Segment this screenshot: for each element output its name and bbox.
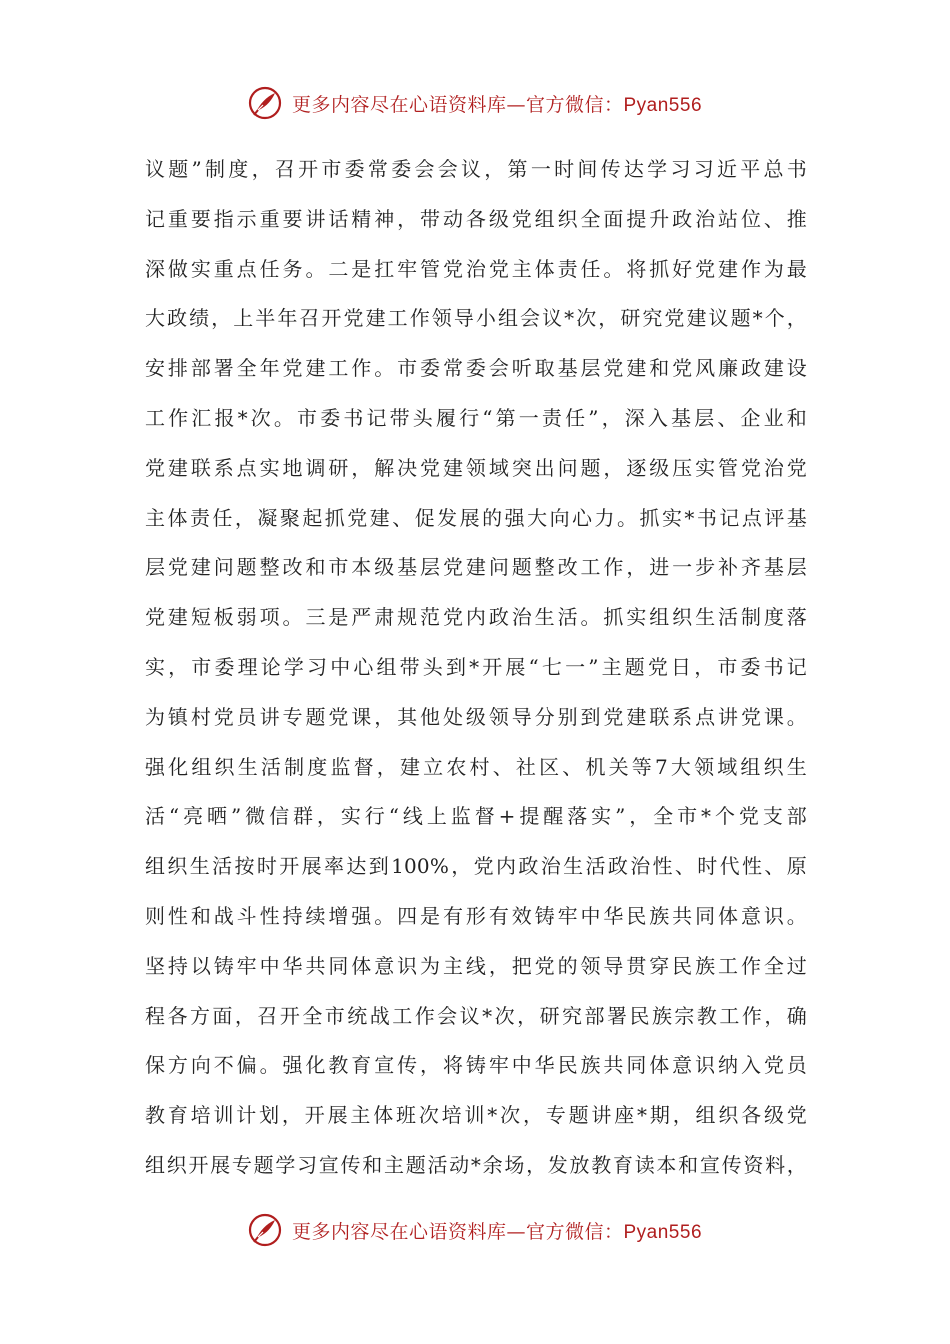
footer-banner-main: 更多内容尽在心语资料库—官方微信： <box>291 1220 624 1243</box>
body-text-line: 主体责任，凝聚起抓党建、促发展的强大向心力。抓实*书记点评基 <box>145 505 807 530</box>
body-text-line: 强化组织生活制度监督，建立农村、社区、机关等7大领域组织生 <box>145 754 807 779</box>
header-banner-text <box>292 90 702 117</box>
body-text-line: 党建短板弱项。三是严肃规范党内政治生活。抓实组织生活制度落 <box>145 605 807 630</box>
body-text-line: 组织生活按时开展率达到100%，党内政治生活政治性、时代性、原 <box>145 854 807 879</box>
footer-banner-text <box>292 1217 702 1244</box>
header-banner-main: 更多内容尽在心语资料库—官方微信： <box>291 93 624 116</box>
document-body <box>145 145 807 1191</box>
body-text-line: 活“亮晒”微信群，实行“线上监督+提醒落实”，全市*个党支部 <box>145 804 807 829</box>
body-text-line: 为镇村党员讲专题党课，其他处级领导分别到党建联系点讲党课。 <box>145 704 807 729</box>
body-text-line: 大政绩，上半年召开党建工作领导小组会议*次，研究党建议题*个， <box>145 306 807 331</box>
body-text-line: 深做实重点任务。二是扛牢管党治党主体责任。将抓好党建作为最 <box>145 256 807 281</box>
body-text-line: 实，市委理论学习中心组带头到*开展“七一”主题党日，市委书记 <box>145 654 807 679</box>
body-text-line: 程各方面，召开全市统战工作会议*次，研究部署民族宗教工作，确 <box>145 1003 807 1028</box>
body-text-line: 议题”制度，召开市委常委会会议，第一时间传达学习习近平总书 <box>145 157 807 181</box>
header-banner-wechat-id: Pyan556 <box>623 94 703 116</box>
body-text-line: 则性和战斗性持续增强。四是有形有效铸牢中华民族共同体意识。 <box>145 903 807 928</box>
body-text-line: 层党建问题整改和市本级基层党建问题整改工作，进一步补齐基层 <box>145 555 807 580</box>
body-text-line: 教育培训计划，开展主体班次培训*次，专题讲座*期，组织各级党 <box>145 1103 807 1128</box>
body-text-line: 组织开展专题学习宣传和主题活动*余场，发放教育读本和宣传资料， <box>145 1152 807 1177</box>
body-text-line: 记重要指示重要讲话精神，带动各级党组织全面提升政治站位、推 <box>145 206 807 231</box>
footer-banner <box>0 1210 950 1250</box>
quill-logo-icon <box>248 1213 282 1247</box>
body-text-line: 保方向不偏。强化教育宣传，将铸牢中华民族共同体意识纳入党员 <box>145 1053 807 1078</box>
quill-logo-icon <box>248 86 282 120</box>
footer-banner-wechat-id: Pyan556 <box>623 1221 703 1243</box>
header-banner <box>0 83 950 123</box>
body-text-line: 工作汇报*次。市委书记带头履行“第一责任”，深入基层、企业和 <box>145 405 807 430</box>
body-text-line: 安排部署全年党建工作。市委常委会听取基层党建和党风廉政建设 <box>145 356 807 381</box>
body-text-line: 坚持以铸牢中华共同体意识为主线，把党的领导贯穿民族工作全过 <box>145 953 807 978</box>
body-text-line: 党建联系点实地调研，解决党建领域突出问题，逐级压实管党治党 <box>145 455 807 480</box>
